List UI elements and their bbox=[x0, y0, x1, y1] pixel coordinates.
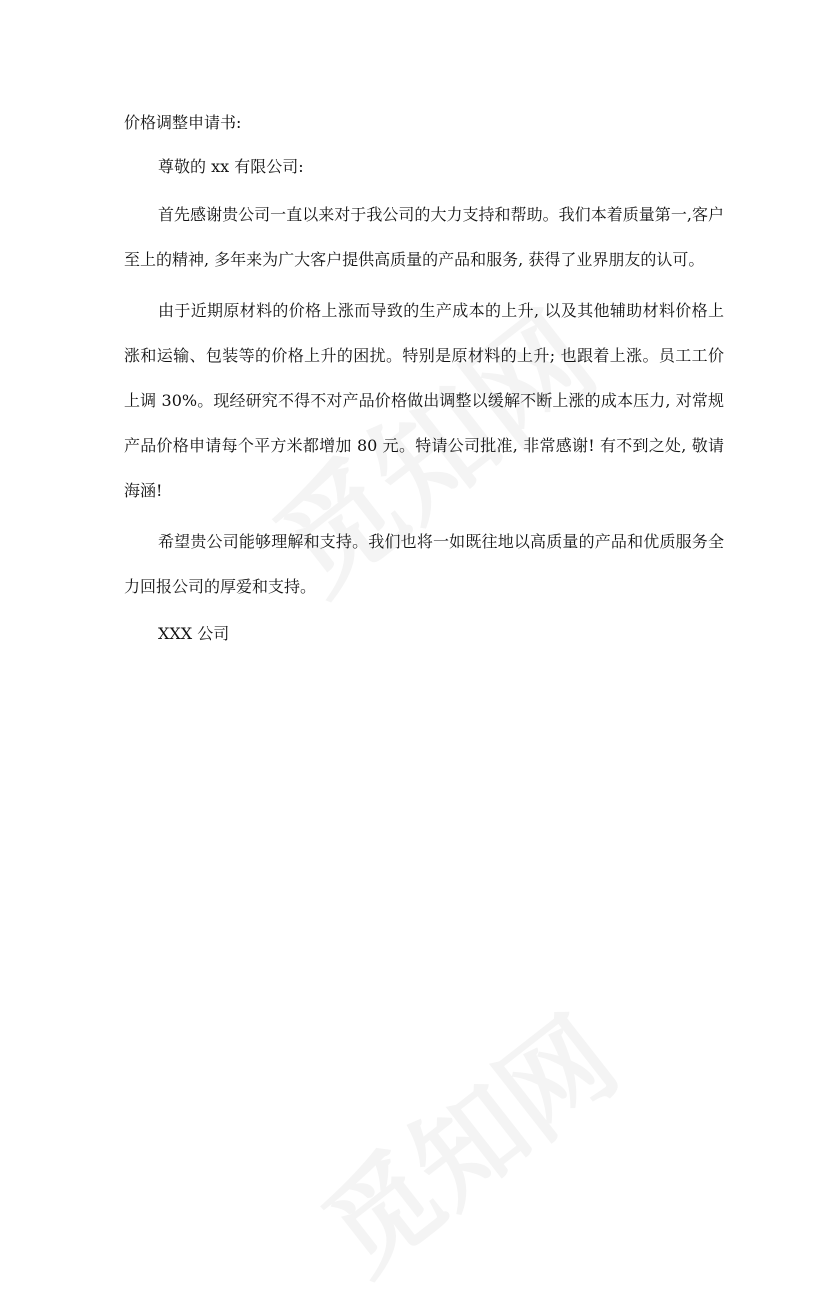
paragraph-reason: 由于近期原材料的价格上涨而导致的生产成本的上升, 以及其他辅助材料价格上涨和运输、包装等的价格上升的困扰。特别是原材料的上升; 也跟着上涨。员工工价上调 30%。现经研究不得不对产品价格做出调整以缓解不断上涨的成本压力, 对常规产品价格申请每个平方米都增加 80 元。特请公司批准, 非常感谢! 有不到之处, 敬请海涵! bbox=[124, 301, 724, 500]
letter-signature: XXX 公司 bbox=[158, 624, 230, 643]
paragraph-thanks: 首先感谢贵公司一直以来对于我公司的大力支持和帮助。我们本着质量第一,客户至上的精神, 多年来为广大客户提供高质量的产品和服务, 获得了业界朋友的认可。 bbox=[124, 205, 724, 269]
letter-body bbox=[124, 104, 724, 653]
watermark bbox=[286, 975, 643, 1303]
paragraph-closing: 希望贵公司能够理解和支持。我们也将一如既往地以高质量的产品和优质服务全力回报公司的厚爱和支持。 bbox=[124, 532, 724, 596]
letter-heading: 价格调整申请书: bbox=[124, 113, 242, 132]
letter-salutation: 尊敬的 xx 有限公司: bbox=[158, 157, 304, 176]
